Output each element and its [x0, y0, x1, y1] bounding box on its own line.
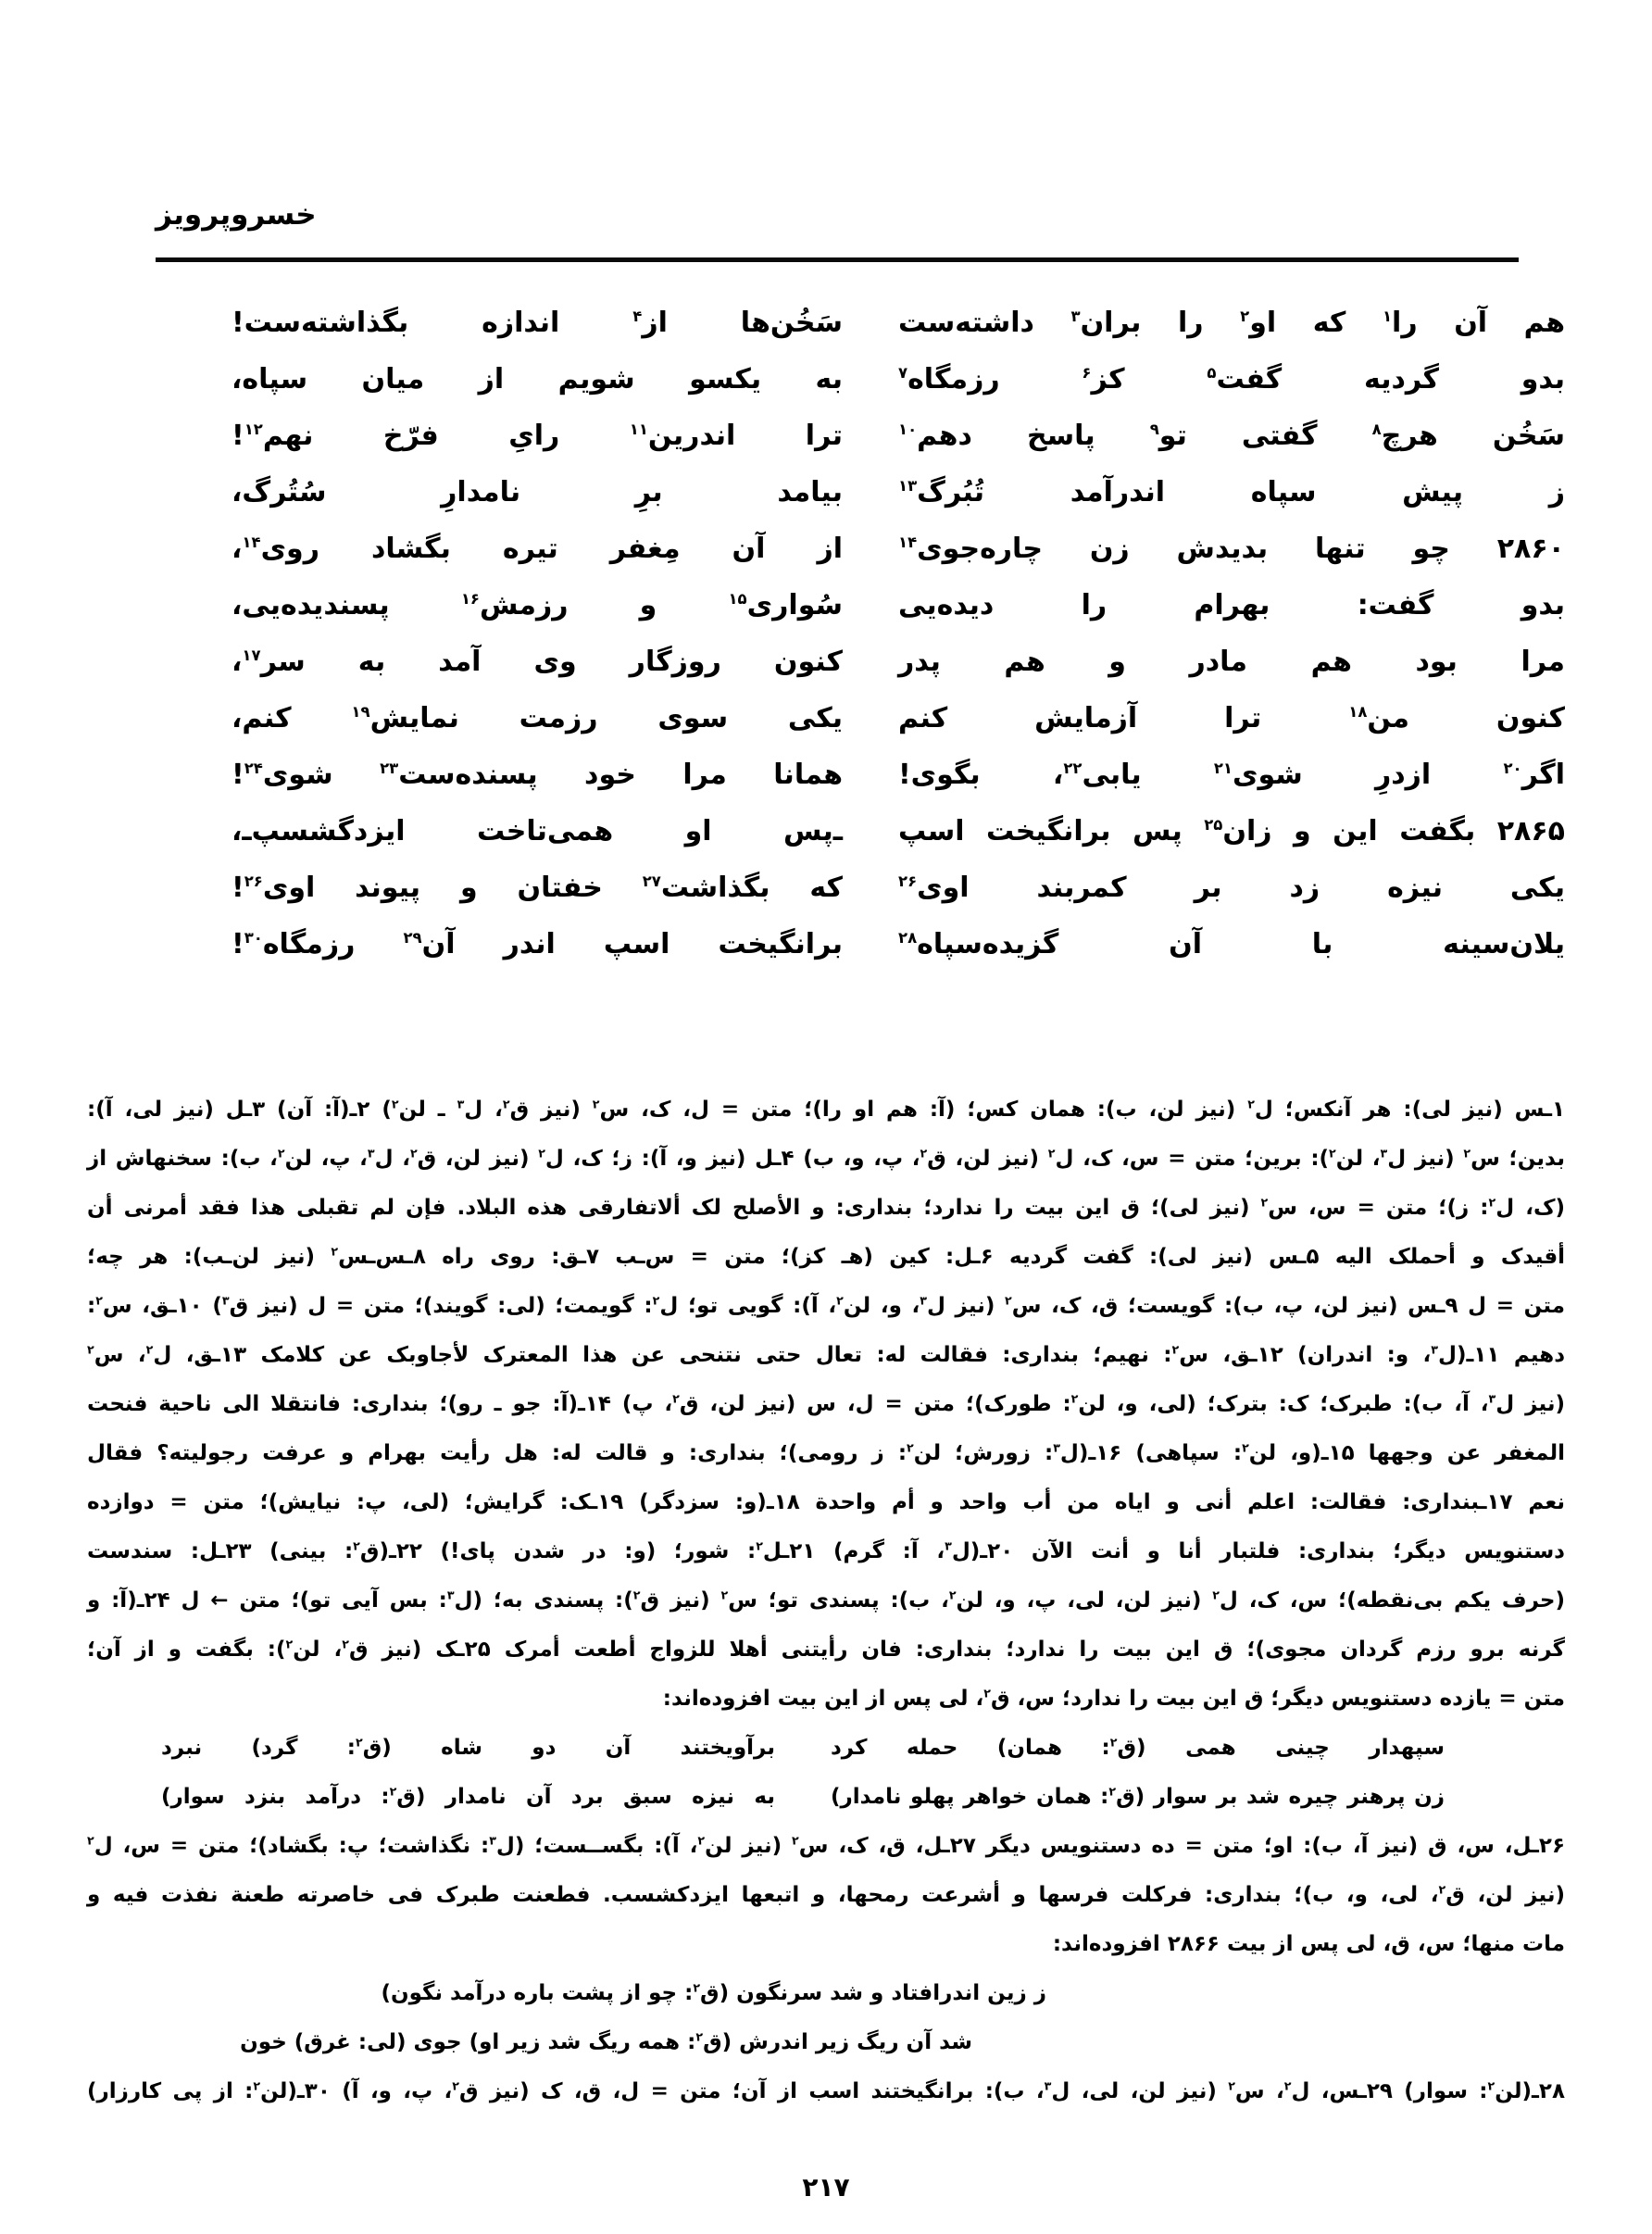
footnote-marker: ۲۲	[1063, 759, 1083, 777]
footnote-marker: ۲	[95, 1293, 103, 1308]
verse-row	[232, 464, 1565, 521]
footnote-marker: ۹	[1149, 420, 1159, 438]
hemistich-left: از آن مِغفر تیره بگشاد روی$^{۱۴}$،	[232, 533, 843, 565]
footnote-marker: ۲	[1488, 1195, 1496, 1210]
hemistich-left: برانگیخت اسپ اندر آن$^{۲۹}$ رزمگاه$^{۳۰}$!	[232, 928, 843, 960]
footnote-marker: ۲	[672, 1391, 680, 1406]
footnote-marker: ۲۱	[1213, 759, 1233, 777]
footnote-marker: ۲	[948, 1588, 957, 1602]
footnote-marker: ۲	[1212, 1588, 1220, 1602]
footnote-marker: ۲	[391, 1097, 399, 1111]
hemistich-left: که بگذاشت$^{۲۷}$ خفتان و پیوند اوی$^{۲۶}$!	[232, 872, 844, 904]
footnote-marker: ۲	[502, 1097, 510, 1111]
verse-row	[232, 634, 1565, 690]
hemistich-right: هم آن را$^۱$ که او$^۲$ را بران$^۳$ داشته‌ست	[898, 307, 1565, 339]
footnote-marker: ۳	[221, 1293, 230, 1308]
footnote-marker: ۲۶	[898, 872, 918, 890]
verse-row	[232, 577, 1565, 634]
footnote-marker: ۱۳	[898, 477, 918, 495]
footnote-marker: ۲	[1463, 1146, 1471, 1161]
footnote-line: (نیز ل$^۳$، آ، ب): طبرک؛ ک: بترک؛ (لی، و، لن$^۲$: طورک)؛ متن = ل، س (نیز لن، ق$^۲$، پ) ۱۴ـ(آ: جو ـ رو)؛ بنداری: فانتقلا الی ناحیة فنحت	[87, 1391, 1565, 1416]
footnote-line: مات منها؛ س، ق، لی پس از بیت ۲۸۶۶ افزوده‌اند:	[1052, 1932, 1565, 1956]
footnote-marker: ۳	[457, 1097, 465, 1111]
hemistich-right: بدو گفت: بهرام را دیده‌یی	[898, 589, 1565, 621]
footnote-marker: ۲	[353, 1538, 360, 1553]
hemistich-left: کنون روزگار وی آمد به سر$^{۱۷}$،	[232, 646, 843, 678]
verse-row	[232, 521, 1565, 577]
footnote-marker: ۲	[1487, 2078, 1496, 2093]
verse-row	[232, 351, 1565, 408]
footnote-marker: ۲۷	[642, 872, 661, 890]
footnote-marker: ۲	[983, 1686, 991, 1701]
footnote-line: دستنویس دیگر؛ بنداری: فلتبار أنا و أنت الآن ۲۰ـ(ل$^۳$، آ: گرم) ۲۱ـل$^۲$: شور؛ (و: در شدن پای!) ۲۲ـ(ق$^۲$: بینی) ۲۳ـل: سندست	[87, 1538, 1565, 1563]
footnote-marker: ۱	[1382, 307, 1393, 325]
footnote-marker: ۲	[1260, 1195, 1269, 1210]
hemistich-left: سُواری$^{۱۵}$ و رزمش$^{۱۶}$ پسندیده‌یی،	[232, 589, 843, 621]
footnote-marker: ۲	[632, 1588, 641, 1602]
hemistich-right: ۲۸۶۵ بگفت این و زان$^{۲۵}$ پس برانگیخت اسپ	[898, 815, 1565, 847]
footnote-marker: ۲	[1228, 2078, 1235, 2093]
hemistich-left: ترا اندرین$^{۱۱}$ رایِ فرّخ نهم$^{۱۲}$!	[232, 420, 843, 452]
couplet-hemistich-left: برآویختند آن دو شاه (ق$^۲$: گرد) نبرد	[161, 1735, 775, 1760]
hemistich-right: ۲۸۶۰ چو تنها بدیدش زن چاره‌جوی$^{۱۴}$	[898, 533, 1565, 565]
footnote-marker: ۲	[695, 2029, 704, 2044]
verse-number: ۲۸۶۰	[1496, 533, 1565, 565]
footnote-marker: ۲	[1329, 1146, 1336, 1161]
footnote-marker: ۱۵	[728, 590, 747, 608]
footnote-marker: ۲۸	[898, 929, 918, 947]
footnote-line: أقیدک و أحملک الیه ۵ـس (نیز لی): گفت گردیه ۶ـل: کین (ه‍ـ کز)؛ متن = س‌ـب ۷ـق: روی راه ۸ـس‌ـس$^۲$ (نیز لن‌ـب): هر چه؛	[87, 1244, 1566, 1269]
footnote-marker: ۲	[331, 1244, 339, 1259]
footnote-marker: ۲	[356, 1735, 363, 1750]
footnote-marker: ۲	[792, 1833, 799, 1848]
footnote-line: (نیز لن، ق$^۲$، لی، و، ب)؛ بنداری: فرکلت فرسها و أشرعت رمحها، و اتبعها ایزدکشسب. فطعنت طبرک فی خاصرته طعنة نفذت فیه و	[87, 1882, 1565, 1907]
footnote-marker: ۱۹	[351, 703, 370, 721]
footnote-marker: ۲	[836, 1293, 844, 1308]
hemistich-left: سَخُن‌ها از$^۴$ اندازه بگذاشته‌ست!	[232, 307, 843, 339]
footnote-marker: ۳	[489, 1833, 496, 1848]
footnote-verse-quote: شد آن ریگ زیر اندرش (ق$^۲$: همه ریگ شد زیر او) جوی (لی: غرق) خون	[240, 2029, 972, 2054]
footnote-couplet	[87, 1773, 1565, 1822]
hemistich-right: ز پیش سپاه اندرآمد تُبُرگ$^{۱۳}$	[898, 476, 1565, 508]
footnote-marker: ۳	[1488, 1391, 1496, 1406]
footnote-line: متن = یازده دستنویس دیگر؛ ق این بیت را ندارد؛ س، ق$^۲$، لی پس از این بیت افزوده‌اند:	[662, 1686, 1565, 1711]
footnote-marker: ۲۵	[1204, 816, 1223, 834]
footnote-marker: ۲	[1005, 1293, 1012, 1308]
hemistich-right: یکی نیزه زد بر کمربند اوی$^{۲۶}$	[898, 872, 1565, 904]
verse-row	[232, 690, 1565, 747]
footnote-marker: ۲	[693, 1980, 701, 1995]
footnote-marker: ۷	[898, 364, 908, 382]
header-rule	[156, 257, 1519, 262]
hemistich-right: اگر$^{۲۰}$ ازدرِ شوی$^{۲۱}$ یابی$^{۲۲}$، بگوی!	[898, 759, 1565, 791]
footnote-marker: ۱۷	[242, 646, 261, 664]
footnote-marker: ۲	[652, 1293, 660, 1308]
footnote-line: دهیم ۱۱ـ(ل$^۳$، و: اندران) ۱۲ـق، س$^۲$: نهیم؛ بنداری: فقالت له: تعال حتی نتنحی عن هذا المعترک لأجاوبک عن کلامک ۱۳ـق، ل$^۲$، س$^۲$	[87, 1342, 1566, 1367]
footnote-marker: ۱۰	[898, 420, 918, 438]
footnote-line: بدین؛ س$^۲$ (نیز ل$^۳$، لن$^۲$): برین؛ متن = س، ک، ل$^۲$ (نیز لن، ق$^۲$، پ، و، ب) ۴ـل (نیز و، آ): ز؛ ک، ل$^۲$ (نیز لن، ق$^۲$، ل$^۳$، پ، لن$^۲$، ب): سخنهاش از	[87, 1146, 1565, 1171]
footnote-line: متن = ل ۹ـس (نیز لن، پ، ب): گویست؛ ق، ک، س$^۲$ (نیز ل$^۳$، و، لن$^۲$، آ): گویی تو؛ ل$^۲$: گویمت؛ (لی: گویند)؛ متن = ل (نیز ق$^۳$) ۱۰ـق، س$^۲$:	[87, 1293, 1565, 1318]
hemistich-left: بیامد برِ نامدارِ سُتُرگ،	[232, 476, 843, 508]
verse-row	[232, 860, 1565, 916]
couplet-hemistich-left: به نیزه سبق برد آن نامدار (ق$^۲$: درآمد بنزد سوار)	[161, 1784, 775, 1809]
footnote-marker: ۲	[87, 1833, 94, 1848]
footnote-marker: ۲	[720, 1588, 729, 1602]
footnote-marker: ۲۴	[244, 759, 263, 777]
footnote-marker: ۲	[87, 1342, 94, 1357]
verse-row	[232, 295, 1565, 351]
footnote-line: المغفر عن وجهها ۱۵ـ(و، لن$^۲$: سپاهی) ۱۶ـ(ل$^۳$: زورش؛ لن$^۲$: ز رومی)؛ بنداری: و قالت له: هل رأیت بهرام و عرفت رجولیته؟ فقال	[87, 1440, 1565, 1465]
footnote-marker: ۳	[1070, 307, 1081, 325]
footnote-marker: ۲	[1108, 1784, 1117, 1799]
footnote-marker: ۲	[1283, 2078, 1292, 2093]
footnote-marker: ۱۲	[244, 420, 263, 438]
footnote-marker: ۲	[756, 1538, 763, 1553]
footnote-marker: ۲	[1438, 1882, 1446, 1897]
footnote-marker: ۲	[1047, 1146, 1056, 1161]
footnote-marker: ۲۰	[1503, 759, 1522, 777]
footnote-line: ۱ـس (نیز لی): هر آنکس؛ ل$^۲$ (نیز لن، ب): همان کس؛ (آ: هم او را)؛ متن = ل، ک، س$^۲$ (نیز ق$^۲$، ل$^۳$ ـ لن$^۲$) ۲ـ(آ: آن) ۳ـل (نیز لی، آ):	[87, 1097, 1566, 1122]
footnote-couplet	[87, 1724, 1565, 1773]
footnote-marker: ۲	[538, 1146, 545, 1161]
footnote-marker: ۲	[1242, 1440, 1249, 1455]
footnote-marker: ۲	[409, 1146, 418, 1161]
couplet-hemistich-right: سپهدار چینی همی (ق$^۲$: همان) حمله کرد	[831, 1735, 1445, 1760]
hemistich-right: بدو گردیه گفت$^۵$ کز$^۶$ رزمگاه$^۷$	[898, 363, 1565, 395]
footnote-marker: ۲	[145, 1342, 154, 1357]
footnote-marker: ۲	[253, 2078, 261, 2093]
footnote-marker: ۳	[1431, 1342, 1439, 1357]
hemistich-right: کنون من$^{۱۸}$ ترا آزمایش کنم	[898, 702, 1566, 734]
hemistich-right: یلان‌سینه با آن گزیده‌سپاه$^{۲۸}$	[898, 928, 1565, 960]
footnote-marker: ۲	[1109, 1735, 1118, 1750]
footnote-marker: ۲	[342, 1637, 349, 1651]
footnote-marker: ۱۴	[898, 533, 918, 551]
footnote-marker: ۲	[277, 1146, 285, 1161]
hemistich-left: یکی سوی رزمت نمایش$^{۱۹}$ کنم،	[232, 702, 843, 734]
footnote-line: (حرف یکم بی‌نقطه)؛ س، ک، ل$^۲$ (نیز لن، لی، پ، و، لن$^۲$، ب): پسندی تو؛ س$^۲$ (نیز ق$^۲$): پسندی به؛ (ل$^۳$: بس آیی تو)؛ متن ← ل ۲۴ـ(آ: و	[87, 1588, 1566, 1613]
footnote-marker: ۱۶	[460, 590, 480, 608]
footnote-marker: ۲	[285, 1637, 294, 1651]
footnote-line: نعم ۱۷ـبنداری: فقالت: اعلم أنی و ایاه من أب واحد و أم واحدة ۱۸ـ(و: سزدگر) ۱۹ـک: گرایش؛ (لی، پ: نیایش)؛ متن = دوازده	[87, 1490, 1565, 1514]
footnote-marker: ۲۶	[244, 872, 263, 890]
hemistich-left: همانا مرا خود پسنده‌ست$^{۲۳}$ شوی$^{۲۴}$!	[232, 759, 843, 791]
footnote-marker: ۳	[367, 1146, 375, 1161]
footnote-marker: ۲۹	[403, 929, 422, 947]
footnote-marker: ۲	[697, 1833, 706, 1848]
footnotes-block	[87, 1086, 1565, 2116]
footnote-marker: ۶	[1082, 364, 1092, 382]
footnote-marker: ۳	[945, 1538, 952, 1553]
couplet-hemistich-right: زن پرهنر چیره شد بر سوار (ق$^۲$: همان خواهر پهلو نامدار)	[831, 1784, 1445, 1809]
footnote-marker: ۲	[389, 1784, 397, 1799]
footnote-marker: ۳	[920, 1293, 927, 1308]
footnote-marker: ۲	[452, 2078, 459, 2093]
footnote-marker: ۸	[1371, 420, 1382, 438]
poem-block	[232, 295, 1565, 973]
verse-row	[232, 747, 1565, 803]
footnote-marker: ۳	[1053, 1440, 1060, 1455]
hemistich-right: مرا بود هم مادر و هم پدر	[898, 646, 1565, 678]
hemistich-right: سَخُن هرچ$^۸$ گفتی تو$^۹$ پاسخ دهم$^{۱۰}$	[898, 420, 1565, 452]
footnote-marker: ۱۴	[242, 533, 261, 551]
verse-row	[232, 803, 1565, 860]
footnote-marker: ۲	[1247, 1097, 1255, 1111]
footnote-marker: ۳	[446, 1588, 455, 1602]
footnote-marker: ۲	[1240, 307, 1250, 325]
footnote-verse-quote: ز زین اندرافتاد و شد سرنگون (ق$^۲$: چو از پشت باره درآمد نگون)	[381, 1980, 1046, 2005]
footnote-line: گرنه برو رزم گردان مجوی)؛ ق این بیت را ندارد؛ بنداری: فان رأیتنی أهلا للزواج أطعت أمرک ۲۵ـک (نیز ق$^۲$، لن$^۲$): بگفت و از آن؛	[87, 1637, 1565, 1662]
running-head-title: خسروپرویز	[156, 198, 317, 232]
footnote-marker: ۳	[1380, 1146, 1388, 1161]
verse-row	[232, 916, 1565, 973]
footnote-marker: ۴	[632, 307, 643, 325]
footnote-marker: ۳	[1044, 2078, 1052, 2093]
footnote-marker: ۲	[1070, 1391, 1079, 1406]
footnote-marker: ۲	[1171, 1342, 1180, 1357]
page-number: ۲۱۷	[802, 2172, 850, 2203]
footnote-marker: ۲۳	[380, 759, 399, 777]
footnote-line: (ک، ل$^۲$: ز)؛ متن = س، س$^۲$ (نیز لی)؛ ق این بیت را ندارد؛ بنداری: و الأصلح لک ألاتفارقی هذه البلاد. فإن لم تقبلی هذا فقد أمرنی أن	[87, 1195, 1566, 1220]
footnote-marker: ۵	[1207, 364, 1217, 382]
footnote-marker: ۲	[907, 1440, 914, 1455]
verse-row	[232, 408, 1565, 464]
footnote-marker: ۲	[592, 1097, 600, 1111]
hemistich-left: به یکسو شویم از میان سپاه،	[232, 363, 843, 395]
hemistich-left: ـ‌پس او همی‌تاخت ایزدگشسپ‌ـ،	[232, 815, 843, 847]
verse-number: ۲۸۶۵	[1496, 815, 1565, 847]
footnote-marker: ۱۱	[629, 420, 648, 438]
footnote-marker: ۳۰	[244, 929, 263, 947]
footnote-line: ۲۶ـل، س، ق (نیز آ، ب): او؛ متن = ده دستنویس دیگر ۲۷ـل، ق، ک، س$^۲$ (نیز لن$^۲$، آ): بگســست؛ (ل$^۳$: نگذاشت؛ پ: بگشاد)؛ متن = س، ل$^۲$	[87, 1833, 1565, 1858]
footnote-line: ۲۸ـ(لن$^۲$: سوار) ۲۹ـس، ل$^۲$، س$^۲$ (نیز لن، لی، ل$^۳$، ب): برانگیختند اسب از آن؛ متن = ل، ق، ک (نیز ق$^۲$، پ، و، آ) ۳۰ـ(لن$^۲$: از پی کارزار)	[87, 2078, 1565, 2103]
footnote-marker: ۲	[920, 1146, 928, 1161]
footnote-marker: ۱۸	[1348, 703, 1368, 721]
